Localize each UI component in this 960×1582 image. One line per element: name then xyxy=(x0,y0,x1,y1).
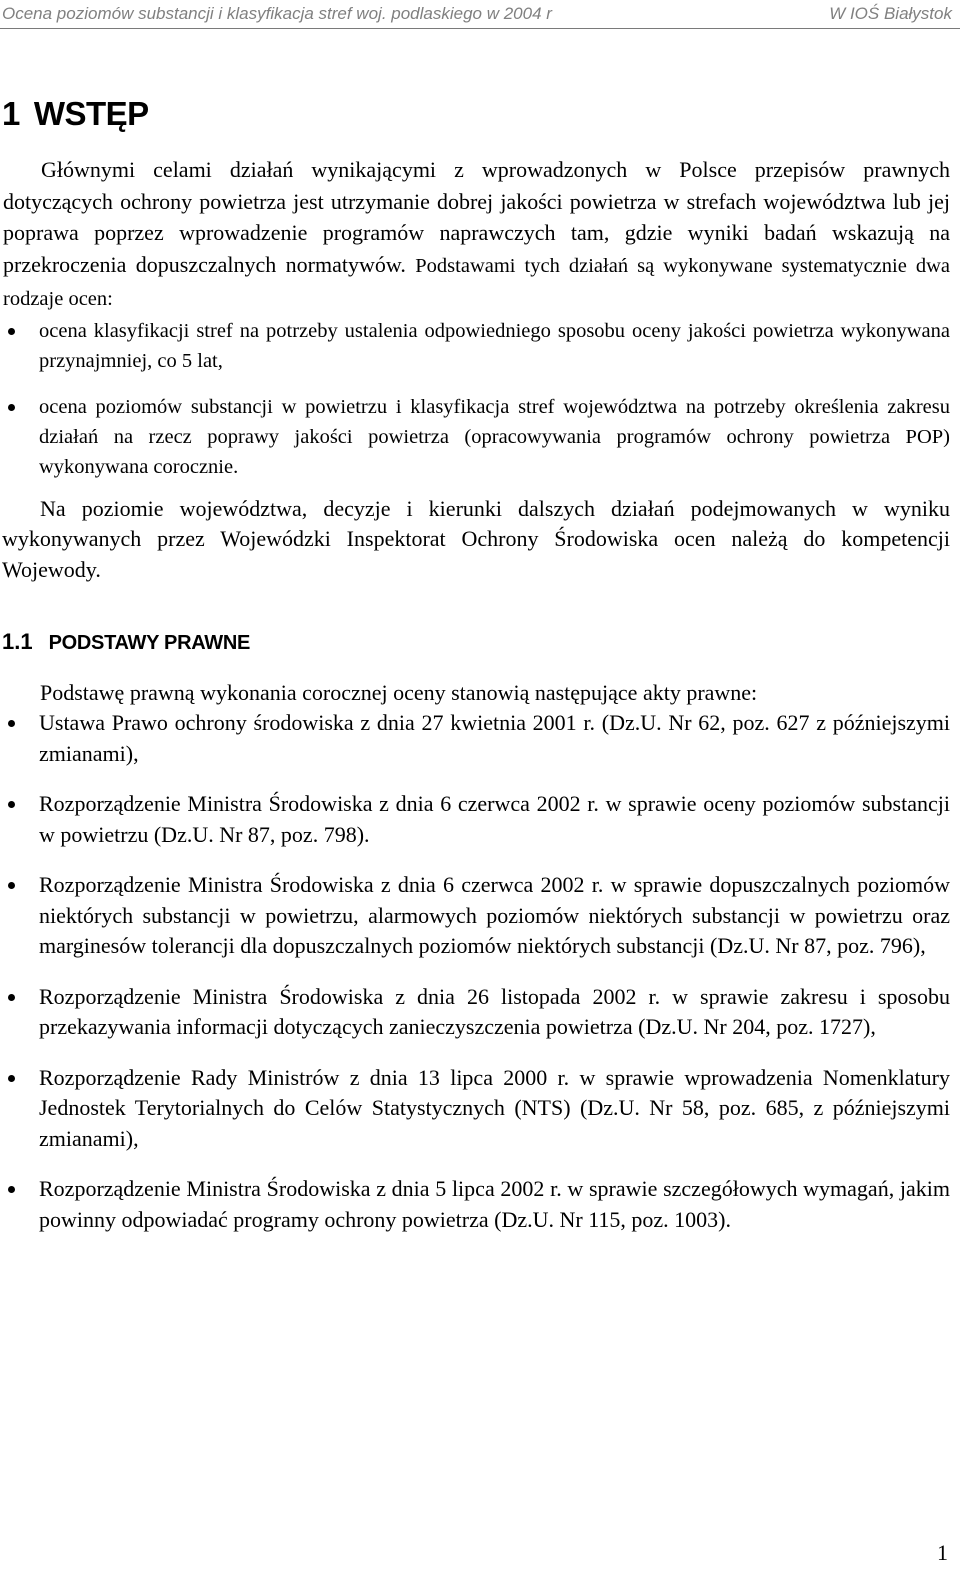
legal-basis-intro: Podstawę prawną wykonania corocznej oceny stanowią następujące akty prawne: xyxy=(40,680,758,705)
list-item xyxy=(2,982,950,1043)
bullet-icon xyxy=(8,404,15,411)
list-item xyxy=(2,870,950,962)
list-item-text: Rozporządzenie Ministra Środowiska z dnia 6 czerwca 2002 r. w sprawie oceny poziomów substancji w powietrzu (Dz.U. Nr 87, poz. 798). xyxy=(39,791,950,847)
list-item-text: Rozporządzenie Rady Ministrów z dnia 13 lipca 2000 r. w sprawie wprowadzenia Nomenklatury Jednostek Terytorialnych do Celów Statystycznych (NTS) (Dz.U. Nr 58, poz. 685, z późniejszymi zmianami), xyxy=(39,1064,950,1151)
header-document-title: Ocena poziomów substancji i klasyfikacja stref woj. podlaskiego w 2004 r xyxy=(2,4,552,23)
responsibility-paragraph xyxy=(2,494,950,586)
legal-acts-list xyxy=(0,708,950,1235)
list-item-text: Rozporządzenie Ministra Środowiska z dnia 5 lipca 2002 r. w sprawie szczegółowych wymagań, jakim powinny odpowiadać programy ochrony powietrza (Dz.U. Nr 115, poz. 1003). xyxy=(39,1176,950,1232)
intro-text: Głównymi celami działań wynikającymi z wprowadzonych w Polsce przepisów prawnych dotyczących ochrony powietrza jest utrzymanie dobrej jakości powietrza w strefach województwa lub jej poprawa poprzez wprowadzenie programów naprawczych tam, gdzie wyniki badań wskazują na przekroczenia dopuszczalnych normatywów. xyxy=(3,157,950,277)
bullet-icon xyxy=(8,1186,15,1193)
list-item xyxy=(2,789,950,850)
page-body xyxy=(0,82,950,1235)
chapter-title: WSTĘP xyxy=(33,95,149,132)
page-number: 1 xyxy=(937,1540,948,1565)
list-item-text: Rozporządzenie Ministra Środowiska z dnia 26 listopada 2002 r. w sprawie zakresu i sposobu przekazywania informacji dotyczących zanieczyszczenia powietrza (Dz.U. Nr 204, poz. 1727), xyxy=(39,983,950,1039)
list-item-text: Rozporządzenie Ministra Środowiska z dnia 6 czerwca 2002 r. w sprawie dopuszczalnych poziomów niektórych substancji w powietrzu, alarmowych poziomów niektórych substancji w powietrzu oraz marginesów tolerancji dla dopuszczalnych poziomów niektórych substancji (Dz.U. Nr 87, poz. 796), xyxy=(39,872,950,958)
section-number: 1.1 xyxy=(2,629,33,654)
list-item-text: ocena poziomów substancji w powietrzu i klasyfikacja stref województwa na potrzeby określenia zakresu działań na rzecz poprawy jakości powietrza (opracowywania programów ochrony powietrza POP) wykonywana corocznie. xyxy=(39,395,950,478)
responsibility-text: Na poziomie województwa, decyzje i kierunki dalszych działań podejmowanych w wyniku wykonywanych przez Wojewódzki Inspektorat Ochrony Środowiska ocen należą do kompetencji Wojewody. xyxy=(2,495,950,582)
bullet-icon xyxy=(8,1075,15,1082)
list-item xyxy=(2,316,950,376)
bullet-icon xyxy=(8,801,15,808)
header-institution: W IOŚ Białystok xyxy=(829,4,952,23)
chapter-heading xyxy=(2,82,950,146)
list-item xyxy=(2,1174,950,1235)
list-item xyxy=(2,1063,950,1155)
section-heading xyxy=(2,627,950,658)
list-item-text: Ustawa Prawo ochrony środowiska z dnia 27 kwietnia 2001 r. (Dz.U. Nr 62, poz. 627 z późniejszymi zmianami), xyxy=(39,710,950,766)
bullet-icon xyxy=(8,882,15,889)
bullet-icon xyxy=(8,994,15,1001)
list-item xyxy=(2,708,950,769)
list-item-text: ocena klasyfikacji stref na potrzeby ustalenia odpowiedniego sposobu oceny jakości powietrza wykonywana przynajmniej, co 5 lat, xyxy=(39,319,950,372)
running-header xyxy=(0,0,960,29)
list-item xyxy=(2,392,950,482)
intro-paragraph xyxy=(3,154,950,316)
section-title: PODSTAWY PRAWNE xyxy=(48,632,251,654)
chapter-number: 1 xyxy=(2,95,20,132)
assessment-types-list xyxy=(0,316,950,482)
intro-text-continuation: Podstawami tych działań są wykonywane systematycznie dwa rodzaje ocen: xyxy=(3,254,951,310)
bullet-icon xyxy=(8,328,15,335)
bullet-icon xyxy=(8,720,15,727)
